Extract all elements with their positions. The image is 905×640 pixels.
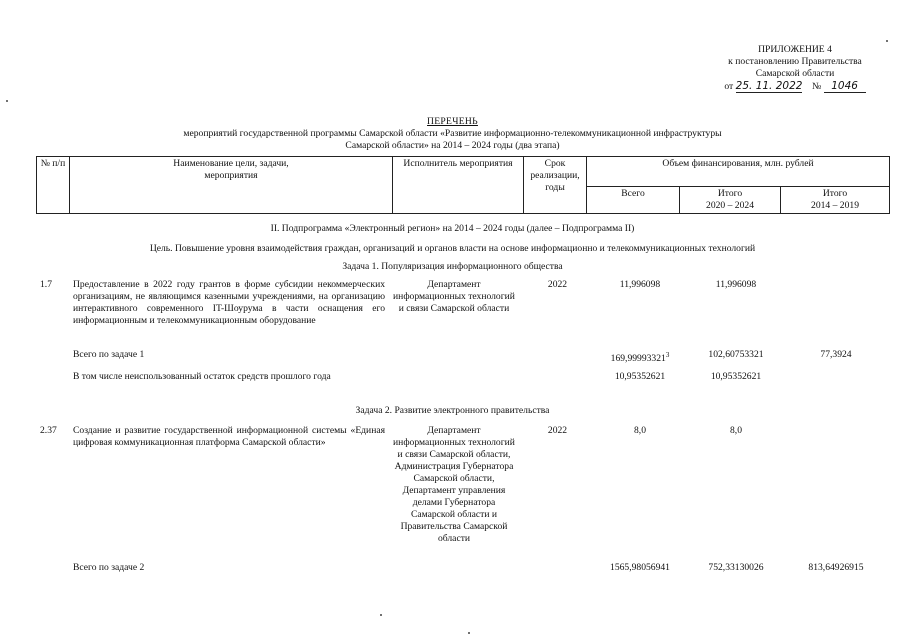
unused-remainder-itogo-2020-2024: 10,95352621 (710, 371, 762, 382)
row-itogo-2020-2024: 11,996098 (715, 279, 757, 290)
subtitle-line-2: Самарской области» на 2014 – 2024 годы (два этапа) (345, 140, 560, 151)
document-title: ПЕРЕЧЕНЬ (427, 116, 478, 127)
header-executor: Исполнитель мероприятия (393, 157, 524, 214)
row-description: Предоставление в 2022 году грантов в форме субсидии некоммерческих организациям, не являющимся казенными учреждениями, на организацию интерактивного современного IT-Шоурума в части оснащения его информационным и телекоммуникационным оборудование (73, 279, 385, 326)
task-1-itogo-2014-2019: 77,3924 (820, 349, 852, 360)
header-funding: Объем финансирования, млн. рублей (587, 157, 890, 187)
unused-remainder-total: 10,95352621 (614, 371, 666, 382)
scan-speck (468, 632, 470, 634)
header-name: Наименование цели, задачи, мероприятия (70, 157, 393, 214)
date-value: 25. 11. 2022 (735, 80, 803, 92)
row-executor: Департамент информационных технологий и связи Самарской области, Администрация Губернатора Самарской области, Департамент управления делами Губернатора Самарской области и Правительства Самарской области (393, 425, 515, 544)
task-2-itogo-2014-2019: 813,64926915 (808, 562, 864, 573)
row-number: 2.37 (40, 425, 57, 436)
row-year: 2022 (547, 279, 568, 290)
number-value: 1046 (824, 80, 866, 93)
header-itogo-2014-2019: Итого 2014 – 2019 (781, 187, 890, 214)
appendix-line-2: Самарской области (755, 68, 835, 79)
task-1-total: 169,99993321$^3$ (610, 351, 670, 365)
scan-speck (6, 100, 8, 102)
header-num: № п/п (37, 157, 70, 214)
task-2-itogo-2020-2024: 752,33130026 (708, 562, 764, 573)
header-term: Срок реализации, годы (524, 157, 587, 214)
row-number: 1.7 (40, 279, 52, 290)
scan-speck (380, 614, 382, 616)
task-2-heading: Задача 2. Развитие электронного правительства (355, 405, 550, 416)
number-prefix: № (812, 81, 822, 92)
row-itogo-2020-2024: 8,0 (730, 425, 742, 436)
subtitle-line-1: мероприятий государственной программы Самарской области «Развитие информационно-телекоммуникационной инфраструктуры (183, 128, 722, 139)
appendix-block (690, 44, 900, 93)
table-header (36, 156, 890, 214)
appendix-date-line (690, 80, 900, 93)
row-description: Создание и развитие государственной информационной системы «Единая цифровая коммуникационная платформа Самарской области» (73, 425, 385, 448)
document-subtitle (120, 128, 785, 152)
footnote-mark: 3 (665, 351, 670, 359)
scan-speck (886, 40, 888, 42)
task-1-total-label: Всего по задаче 1 (73, 349, 145, 360)
date-prefix: от (724, 81, 734, 92)
unused-remainder-label: В том числе неиспользованный остаток средств прошлого года (73, 371, 331, 382)
subprogram-heading: II. Подпрограмма «Электронный регион» на 2014 – 2024 годы (далее – Подпрограмма II) (270, 223, 635, 234)
header-total: Всего (587, 187, 680, 214)
task-2-total: 1565,98056941 (610, 562, 670, 573)
appendix-line-1: к постановлению Правительства (728, 56, 862, 67)
row-total: 8,0 (634, 425, 646, 436)
row-year: 2022 (547, 425, 568, 436)
row-executor: Департамент информационных технологий и связи Самарской области (393, 279, 515, 314)
task-1-itogo-2020-2024: 102,60753321 (708, 349, 764, 360)
header-itogo-2020-2024: Итого 2020 – 2024 (680, 187, 781, 214)
row-total: 11,996098 (619, 279, 661, 290)
task-2-total-label: Всего по задаче 2 (73, 562, 145, 573)
appendix-title: ПРИЛОЖЕНИЕ 4 (758, 44, 832, 55)
goal-line: Цель. Повышение уровня взаимодействия граждан, организаций и органов власти на основе информационно и телекоммуникационных технологий (149, 243, 756, 254)
task-1-heading: Задача 1. Популяризация информационного общества (342, 261, 563, 272)
